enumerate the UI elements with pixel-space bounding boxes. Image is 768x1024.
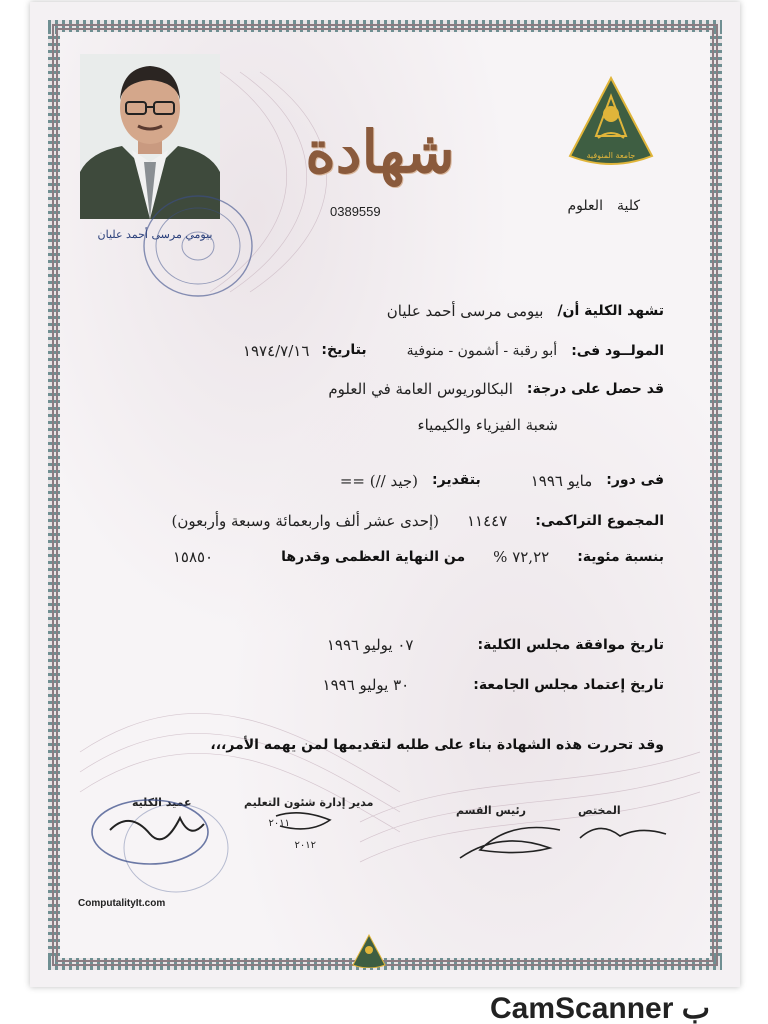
council-date: ٠٧ يوليو ١٩٩٦ — [326, 636, 414, 654]
birth-date: ١٩٧٤/٧/١٦ — [242, 342, 310, 360]
max-value: ١٥٨٥٠ — [172, 548, 214, 566]
birth-date-label: بتاريخ: — [321, 342, 367, 358]
emblem-icon — [352, 934, 386, 968]
division-name: شعبة الفيزياء والكيمياء — [417, 416, 558, 434]
total-value: ١١٤٤٧ — [467, 512, 508, 530]
certificate-number: 0389559 — [330, 204, 381, 219]
handwritten-date-1: ٢٠١١ — [268, 818, 290, 829]
certifies-label: تشهد الكلية أن/ — [557, 303, 664, 319]
website-footer: ComputalityIt.com — [78, 898, 166, 909]
birth-row — [243, 338, 664, 364]
scanner-watermark: CamScanner ب — [490, 992, 710, 1024]
certifies-row — [387, 298, 664, 324]
percent-value: ٧٢,٢٢ % — [493, 548, 550, 566]
faculty-label: كلية — [616, 198, 640, 214]
session-value: مايو ١٩٩٦ — [530, 472, 593, 490]
faculty-line — [568, 198, 640, 214]
signatures-ink — [80, 790, 690, 910]
education-director-label: مدير إدارة شئون التعليم — [244, 796, 374, 809]
percent-row — [173, 544, 664, 570]
dean-label: عميد الكلية — [132, 796, 192, 809]
total-words: (إحدى عشر ألف واربعمائة وسبعة وأربعون) — [171, 512, 439, 530]
session-row — [340, 468, 664, 494]
born-place: أبو رقبة - أشمون - منوفية — [406, 343, 558, 359]
grade-label: بتقدير: — [432, 472, 481, 488]
photo-caption: بيومي مرسى أحمد عليان — [97, 227, 213, 241]
university-approval-row — [323, 672, 664, 698]
specialist-label: المختص — [578, 804, 621, 817]
faculty-name: العلوم — [567, 198, 603, 214]
grade-value: (جيد //) == — [339, 472, 419, 490]
total-label: المجموع التراكمى: — [535, 513, 664, 529]
certificate-title: شهادة — [305, 118, 455, 186]
degree-name: البكالوريوس العامة في العلوم — [328, 380, 513, 398]
total-row — [172, 508, 664, 534]
university-logo — [568, 76, 654, 168]
session-label: فى دور: — [606, 472, 664, 488]
degree-label: قد حصل على درجة: — [526, 381, 664, 397]
percent-label: بنسبة مئوية: — [577, 549, 664, 565]
closing-text: وقد تحررت هذه الشهادة بناء على طلبه لتقديمها لمن يهمه الأمر،،، — [210, 737, 664, 753]
degree-row — [328, 376, 664, 402]
closing-row — [210, 732, 664, 758]
university-approval-date: ٣٠ يوليو ١٩٩٦ — [322, 676, 410, 694]
student-name: بيومى مرسى أحمد عليان — [386, 302, 544, 320]
dept-head-label: رئيس القسم — [456, 804, 526, 817]
photo-stamp — [138, 192, 256, 300]
council-label: تاريخ موافقة مجلس الكلية: — [477, 637, 664, 653]
handwritten-date-2: ٢٠١٢ — [294, 840, 316, 851]
council-row — [327, 632, 664, 658]
logo-text: جامعة المنوفية — [586, 151, 636, 160]
max-label: من النهاية العظمى وقدرها — [281, 549, 466, 565]
university-approval-label: تاريخ إعتماد مجلس الجامعة: — [473, 677, 664, 693]
born-label: المولــود فى: — [571, 343, 664, 359]
division-row — [418, 412, 558, 438]
